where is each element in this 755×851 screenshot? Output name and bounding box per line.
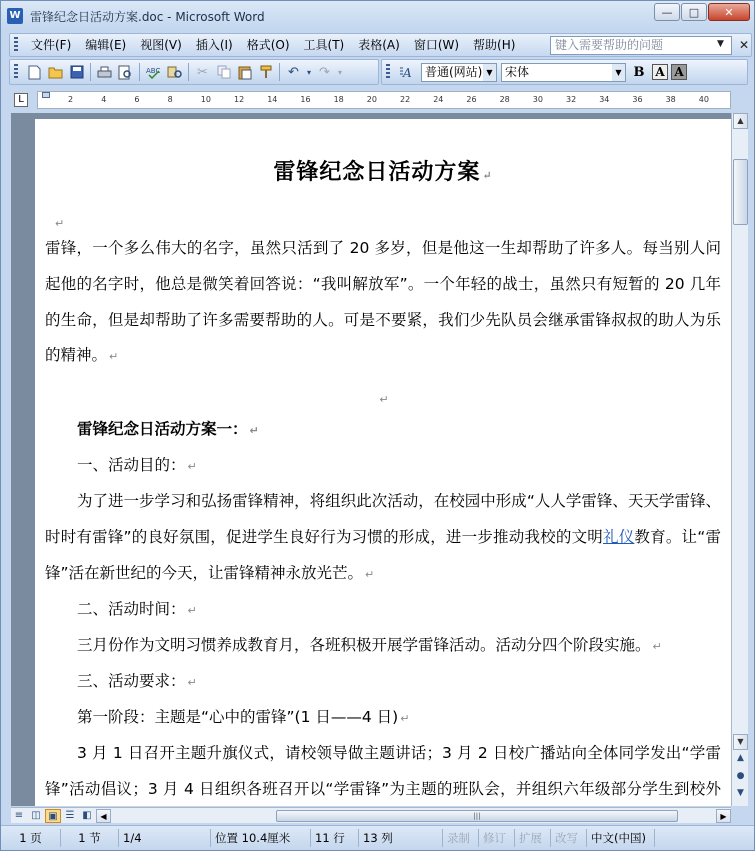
status-overtype[interactable]: 改写	[551, 829, 587, 847]
window-controls	[653, 3, 750, 21]
toolbar-separator	[279, 63, 280, 81]
time-text: 三月份作为文明习惯养成教育月，各班积极开展学雷锋活动。活动分四个阶段实施。	[77, 636, 651, 654]
menu-grip[interactable]	[14, 37, 18, 53]
font-dropdown-icon[interactable]: ▼	[612, 64, 625, 81]
paragraph-mark: ↵	[482, 169, 493, 182]
styles-and-formatting-icon[interactable]	[396, 62, 417, 82]
status-page-of: 1/4	[119, 829, 211, 847]
vertical-scroll-thumb[interactable]	[733, 159, 748, 225]
paragraph-mark: ↵	[652, 640, 662, 653]
ruler-number: 20	[366, 95, 377, 104]
format-painter-icon[interactable]	[255, 62, 276, 82]
outline-view-icon[interactable]: ☰	[65, 809, 75, 821]
paragraph-mark: ↵	[249, 424, 259, 437]
redo-icon[interactable]: ↷	[319, 64, 330, 80]
time-paragraph	[45, 628, 721, 665]
heading-requirements	[45, 664, 721, 701]
menu-bar	[9, 33, 752, 57]
style-dropdown-icon[interactable]: ▼	[483, 64, 496, 81]
status-column: 13 列	[359, 829, 443, 847]
ruler-number: 6	[134, 95, 140, 104]
ruler-number: 30	[532, 95, 543, 104]
horizontal-scroll-track[interactable]	[111, 809, 716, 823]
font-select[interactable]	[501, 63, 626, 82]
style-value: 普通(网站)	[425, 64, 483, 79]
ruler-number: 36	[632, 95, 643, 104]
toolbar-grip[interactable]	[386, 64, 390, 80]
heading-time	[45, 592, 721, 629]
toolbar-separator	[90, 63, 91, 81]
menu-window[interactable]: 窗口(W)	[413, 38, 460, 52]
etiquette-link[interactable]: 礼仪	[603, 527, 635, 546]
status-extend[interactable]: 扩展	[515, 829, 551, 847]
paragraph-mark: ↵	[109, 350, 119, 364]
print-preview-icon[interactable]	[115, 62, 136, 82]
purpose-text-end: 教育。让“雷锋”活在新世纪的今天，让雷锋精神永放光芒。	[45, 527, 721, 582]
previous-page-icon[interactable]: ▲	[737, 753, 744, 763]
purpose-text: 为了进一步学习和弘扬雷锋精神，将组织此次活动，在校园中形成“人人学雷锋、天天学雷锋、时时有雷锋”的良好氛围，促进学生良好行为习惯的形成，进一步推动我校的文明	[45, 492, 721, 546]
status-page: 1 页	[1, 829, 61, 847]
next-page-icon[interactable]: ▼	[737, 788, 744, 798]
cut-icon[interactable]: ✂	[197, 64, 208, 80]
document-title-text: 雷锋纪念日活动方案	[273, 159, 481, 185]
ruler-number: 14	[267, 95, 278, 104]
help-dropdown-icon[interactable]: ▼	[717, 39, 724, 49]
print-layout-view-icon[interactable]: ▣	[45, 809, 61, 823]
paragraph-mark: ↵	[400, 712, 410, 725]
save-icon[interactable]	[66, 62, 87, 82]
menu-view[interactable]: 视图(V)	[140, 38, 182, 52]
stage-one-detail-text: 3 月 1 日召开主题升旗仪式，请校领导做主题讲话；3 月 2 日校广播站向全体同学发出“学雷锋”活动倡议；3 月 4 日组织各班召开以“学雷锋”为主题的班队会，并组织六年级部分学生到校外	[45, 744, 721, 798]
menu-format[interactable]: 格式(O)	[246, 38, 290, 52]
document-area	[11, 113, 731, 806]
status-bar	[1, 825, 754, 850]
heading-purpose	[45, 448, 721, 485]
scroll-left-button[interactable]: ◀	[96, 809, 111, 823]
purpose-paragraph	[45, 484, 721, 592]
window-title: 雷锋纪念日活动方案.doc - Microsoft Word	[30, 9, 265, 24]
open-folder-icon[interactable]	[45, 62, 66, 82]
status-spacer	[655, 829, 754, 847]
paste-icon[interactable]	[234, 62, 255, 82]
research-icon[interactable]	[164, 62, 185, 82]
scroll-up-button[interactable]: ▲	[733, 113, 748, 129]
status-record-macro[interactable]: 录制	[443, 829, 479, 847]
paragraph-mark: ↵	[187, 460, 197, 473]
web-layout-view-icon[interactable]: ◫	[31, 809, 41, 821]
paragraph-mark: ↵	[365, 567, 375, 581]
toolbar-grip[interactable]	[14, 64, 18, 80]
stage-one-text: 第一阶段：主题是“心中的雷锋”(1 日——4 日)	[77, 708, 399, 726]
paragraph-mark: ↵	[187, 676, 197, 689]
ruler-number: 2	[68, 95, 74, 104]
ruler-number: 34	[599, 95, 610, 104]
stage-one-heading	[45, 700, 721, 737]
close-button[interactable]: ✕	[708, 3, 750, 21]
menu-file[interactable]: 文件(F)	[31, 38, 72, 52]
minimize-button[interactable]: —	[654, 3, 680, 21]
menu-tools[interactable]: 工具(T)	[303, 38, 345, 52]
character-shading-button[interactable]: A	[671, 64, 687, 80]
intro-text: 雷锋，一个多么伟大的名字，虽然只活到了 20 多岁，但是他这一生却帮助了许多人。每当别人问起他的名字时，他总是微笑着回答说：“我叫解放军”。一个年轻的战士，虽然只有短暂的 20 几年的生命，但是却帮助了许多需要帮助的人。可是不要紧，我们少先队员会继承雷锋叔叔的助人为乐的精神。	[45, 239, 721, 365]
status-position: 位置 10.4厘米	[211, 829, 311, 847]
section-heading-text: 雷锋纪念日活动方案一：	[77, 420, 248, 438]
menu-help[interactable]: 帮助(H)	[473, 38, 516, 52]
help-search-input[interactable]: 键入需要帮助的问题	[550, 36, 732, 55]
formatting-toolbar	[381, 59, 748, 85]
ruler-number: 32	[566, 95, 577, 104]
ruler-number: 26	[466, 95, 477, 104]
tab-selector[interactable]: L	[14, 93, 28, 107]
ruler-number: 22	[400, 95, 411, 104]
svg-text:A: A	[402, 66, 412, 79]
normal-view-icon[interactable]: ≡	[14, 809, 24, 821]
title-bar	[1, 1, 754, 31]
menu-edit[interactable]: 编辑(E)	[85, 38, 127, 52]
status-track-changes[interactable]: 修订	[479, 829, 515, 847]
toolbar-separator	[139, 63, 140, 81]
undo-icon[interactable]: ↶	[288, 64, 299, 80]
style-select[interactable]	[421, 63, 497, 82]
status-line: 11 行	[311, 829, 359, 847]
scroll-right-button[interactable]: ▶	[716, 809, 731, 823]
redo-dropdown-icon[interactable]: ▾	[337, 67, 342, 77]
ruler-number: 38	[665, 95, 676, 104]
reading-layout-view-icon[interactable]: ◧	[82, 809, 92, 821]
horizontal-scroll-thumb[interactable]: |||	[276, 810, 678, 822]
heading-purpose-text: 一、活动目的：	[77, 456, 186, 474]
bold-button[interactable]: B	[633, 64, 645, 80]
toolbar-separator	[188, 63, 189, 81]
close-document-button[interactable]: ✕	[739, 38, 750, 52]
ruler-number: 12	[234, 95, 245, 104]
vertical-scrollbar[interactable]	[731, 113, 748, 806]
menu-table[interactable]: 表格(A)	[358, 38, 400, 52]
word-app-icon[interactable]: W	[7, 8, 23, 24]
ruler-number: 10	[200, 95, 211, 104]
section-heading	[45, 412, 721, 449]
paragraph-mark: ↵	[379, 393, 389, 406]
ruler-number: 40	[698, 95, 709, 104]
character-border-button[interactable]: A	[652, 64, 668, 80]
ruler-number: 8	[167, 95, 173, 104]
heading-requirements-text: 三、活动要求：	[77, 672, 186, 690]
copy-icon[interactable]	[213, 62, 234, 82]
ruler-number: 18	[333, 95, 344, 104]
font-value: 宋体	[505, 64, 530, 79]
ruler-number: 16	[300, 95, 311, 104]
stage-one-paragraph	[45, 736, 721, 806]
scroll-down-button[interactable]: ▼	[733, 734, 748, 750]
new-document-icon[interactable]	[24, 62, 45, 82]
heading-time-text: 二、活动时间：	[77, 600, 186, 618]
status-language[interactable]: 中文(中国)	[587, 829, 655, 847]
document-page[interactable]	[35, 119, 731, 806]
ruler-number: 4	[101, 95, 107, 104]
menu-insert[interactable]: 插入(I)	[195, 38, 233, 52]
intro-paragraph	[45, 231, 721, 375]
status-section: 1 节	[61, 829, 119, 847]
select-browse-object-icon[interactable]: ●	[736, 771, 745, 781]
document-title	[35, 155, 731, 186]
paragraph-mark: ↵	[187, 604, 197, 617]
ruler-area	[11, 89, 731, 111]
horizontal-scrollbar-area	[11, 807, 731, 823]
ruler-number: 24	[433, 95, 444, 104]
svg-text:ABC: ABC	[146, 67, 161, 75]
standard-toolbar	[9, 59, 379, 85]
spelling-icon[interactable]	[143, 62, 164, 82]
horizontal-ruler[interactable]	[37, 91, 731, 109]
maximize-button[interactable]: □	[681, 3, 707, 21]
ruler-numbers	[38, 94, 730, 108]
undo-dropdown-icon[interactable]: ▾	[306, 67, 311, 77]
paragraph-mark: ↵	[55, 217, 65, 230]
ruler-number: 28	[499, 95, 510, 104]
print-icon[interactable]	[94, 62, 115, 82]
